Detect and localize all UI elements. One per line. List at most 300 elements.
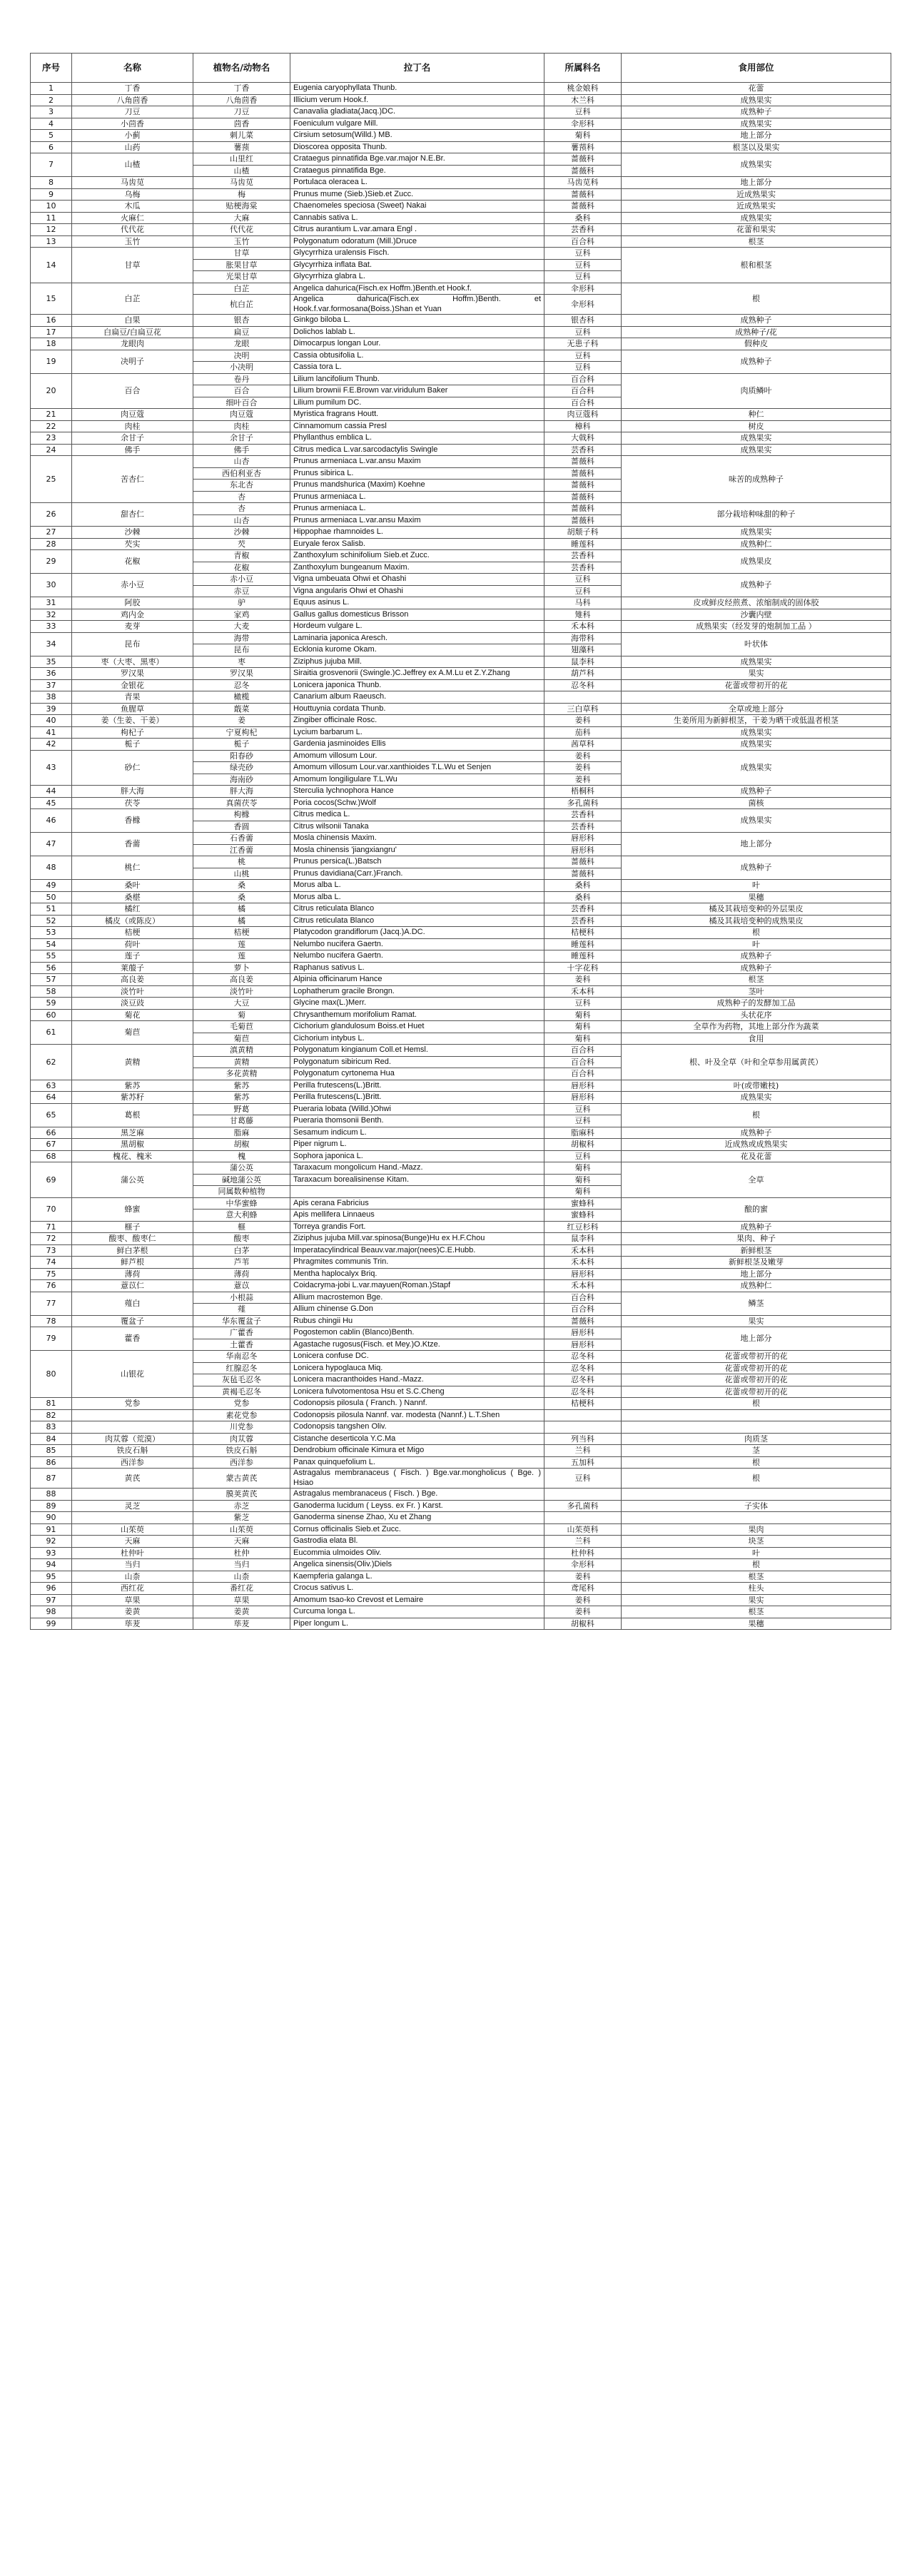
- cell-edible-part: 地上部分: [622, 130, 891, 142]
- cell-index: 33: [31, 621, 72, 633]
- cell-species: 红腺忍冬: [193, 1362, 290, 1374]
- cell-species: 同属数种植物: [193, 1186, 290, 1198]
- cell-edible-part: 全草: [622, 1162, 891, 1198]
- cell-family: 山茱萸科: [544, 1523, 622, 1536]
- cell-latin: Myristica fragrans Houtt.: [290, 409, 544, 421]
- cell-latin: Euryale ferox Salisb.: [290, 538, 544, 550]
- cell-name: 覆盆子: [72, 1315, 193, 1327]
- table-row: [31, 315, 891, 327]
- cell-family: 豆科: [544, 350, 622, 362]
- cell-family: 百合科: [544, 385, 622, 397]
- cell-edible-part: 成熟果实: [622, 750, 891, 786]
- cell-latin: Ziziphus jujuba Mill.var.spinosa(Bunge)Hu ex H.F.Chou: [290, 1233, 544, 1245]
- cell-latin: Equus asinus L.: [290, 597, 544, 609]
- cell-latin: Citrus medica L.: [290, 809, 544, 821]
- cell-species: 刺儿菜: [193, 130, 290, 142]
- cell-family: 忍冬科: [544, 1374, 622, 1386]
- cell-latin: Illicium verum Hook.f.: [290, 94, 544, 106]
- cell-species: 橄榄: [193, 691, 290, 704]
- cell-species: 花椒: [193, 562, 290, 574]
- cell-name: 葛根: [72, 1103, 193, 1127]
- cell-family: 睡莲科: [544, 538, 622, 550]
- cell-index: 83: [31, 1421, 72, 1434]
- cell-species: 桑: [193, 891, 290, 903]
- cell-family: 姜科: [544, 1571, 622, 1583]
- cell-name: 党参: [72, 1398, 193, 1410]
- cell-latin: Citrus medica L.var.sarcodactylis Swingle: [290, 444, 544, 456]
- cell-family: 豆科: [544, 1469, 622, 1489]
- cell-index: 28: [31, 538, 72, 550]
- cell-edible-part: 根: [622, 1398, 891, 1410]
- cell-family: 五加科: [544, 1456, 622, 1469]
- cell-latin: Glycyrrhiza glabra L.: [290, 271, 544, 283]
- cell-latin: Cassia obtusifolia L.: [290, 350, 544, 362]
- cell-edible-part: 全草或地上部分: [622, 703, 891, 715]
- cell-family: 百合科: [544, 1068, 622, 1080]
- cell-species: 胀果甘草: [193, 259, 290, 271]
- cell-name: 黄精: [72, 1045, 193, 1080]
- cell-species: 脂麻: [193, 1127, 290, 1139]
- table-row: [31, 1421, 891, 1434]
- cell-family: 茄科: [544, 726, 622, 739]
- cell-family: 桑科: [544, 880, 622, 892]
- cell-index: 8: [31, 177, 72, 189]
- cell-latin: Lonicera hypoglauca Miq.: [290, 1362, 544, 1374]
- cell-latin: Pueraria thomsonii Benth.: [290, 1115, 544, 1127]
- cell-family: 桔梗科: [544, 1398, 622, 1410]
- cell-species: 菊: [193, 1009, 290, 1021]
- cell-species: 蕺菜: [193, 703, 290, 715]
- cell-name: 姜黄: [72, 1606, 193, 1618]
- table-row: [31, 1092, 891, 1104]
- cell-index: 61: [31, 1021, 72, 1045]
- cell-edible-part: 根茎: [622, 1606, 891, 1618]
- cell-species: 龙眼: [193, 338, 290, 350]
- cell-family: 三白草科: [544, 703, 622, 715]
- cell-species: 姜: [193, 715, 290, 727]
- cell-index: 26: [31, 503, 72, 527]
- table-body: [31, 83, 891, 1630]
- cell-family: 豆科: [544, 574, 622, 586]
- cell-family: 蔷薇科: [544, 1315, 622, 1327]
- cell-index: 16: [31, 315, 72, 327]
- cell-family: 芸香科: [544, 562, 622, 574]
- cell-latin: Cirsium setosum(Willd.) MB.: [290, 130, 544, 142]
- cell-family: 禾本科: [544, 1280, 622, 1292]
- table-row: [31, 350, 891, 362]
- cell-species: 肉桂: [193, 420, 290, 432]
- cell-species: 桃: [193, 856, 290, 868]
- cell-family: 鸢尾科: [544, 1583, 622, 1595]
- cell-edible-part: 花蕾或带初开的花: [622, 1386, 891, 1398]
- cell-index: 45: [31, 797, 72, 809]
- cell-edible-part: 部分栽培种味甜的种子: [622, 503, 891, 527]
- cell-index: 89: [31, 1500, 72, 1512]
- cell-family: 肉豆蔻科: [544, 409, 622, 421]
- cell-latin: [290, 1186, 544, 1198]
- cell-name: 佛手: [72, 444, 193, 456]
- cell-index: 7: [31, 153, 72, 177]
- cell-name: 藿香: [72, 1327, 193, 1351]
- cell-family: 百合科: [544, 1045, 622, 1057]
- cell-family: 唇形科: [544, 1080, 622, 1092]
- cell-index: 43: [31, 750, 72, 786]
- table-row: [31, 998, 891, 1010]
- cell-species: 山柰: [193, 1571, 290, 1583]
- header-edible-part: 食用部位: [622, 54, 891, 83]
- header-family: 所属科名: [544, 54, 622, 83]
- cell-latin: Gallus gallus domesticus Brisson: [290, 609, 544, 621]
- cell-family: 蔷薇科: [544, 491, 622, 503]
- cell-edible-part: 成熟种子的发酵加工品: [622, 998, 891, 1010]
- cell-name: 百合: [72, 373, 193, 409]
- cell-index: 67: [31, 1139, 72, 1151]
- cell-species: 小决明: [193, 362, 290, 374]
- cell-index: 77: [31, 1292, 72, 1315]
- cell-family: 禾本科: [544, 985, 622, 998]
- table-row: [31, 248, 891, 260]
- cell-edible-part: 块茎: [622, 1536, 891, 1548]
- cell-family: 百合科: [544, 235, 622, 248]
- table-row: [31, 715, 891, 727]
- cell-species: 茴香: [193, 118, 290, 130]
- cell-latin: Mentha haplocalyx Briq.: [290, 1268, 544, 1280]
- table-row: [31, 927, 891, 939]
- cell-edible-part: 地上部分: [622, 833, 891, 856]
- cell-index: 42: [31, 739, 72, 751]
- cell-family: 姜科: [544, 762, 622, 774]
- cell-species: 萝卜: [193, 962, 290, 974]
- cell-family: 菊科: [544, 1174, 622, 1186]
- cell-species: 枸橼: [193, 809, 290, 821]
- table-row: [31, 1409, 891, 1421]
- cell-name: 桑叶: [72, 880, 193, 892]
- cell-latin: Eucommia ulmoides Oliv.: [290, 1547, 544, 1559]
- cell-species: 扁豆: [193, 326, 290, 338]
- cell-family: 马科: [544, 597, 622, 609]
- cell-latin: Imperatacylindrical Beauv.var.major(nees)C.E.Hubb.: [290, 1244, 544, 1257]
- cell-edible-part: 根、叶及全草（叶和全草参用属黄芪）: [622, 1045, 891, 1080]
- cell-edible-part: 成熟果实: [622, 432, 891, 445]
- cell-family: 梧桐科: [544, 786, 622, 798]
- cell-edible-part: 沙囊内壁: [622, 609, 891, 621]
- table-row: [31, 130, 891, 142]
- cell-name: 肉苁蓉（荒漠）: [72, 1433, 193, 1445]
- cell-name: 桑椹: [72, 891, 193, 903]
- cell-edible-part: 根: [622, 1456, 891, 1469]
- cell-species: 卷丹: [193, 373, 290, 385]
- table-header-row: [31, 54, 891, 83]
- cell-family: 百合科: [544, 373, 622, 385]
- cell-species: 决明: [193, 350, 290, 362]
- cell-edible-part: 新鲜根茎: [622, 1244, 891, 1257]
- cell-latin: Crataegus pinnatifida Bge.: [290, 165, 544, 177]
- table-row: [31, 1594, 891, 1606]
- cell-name: 肉桂: [72, 420, 193, 432]
- cell-latin: Kaempferia galanga L.: [290, 1571, 544, 1583]
- cell-species: 榧: [193, 1221, 290, 1233]
- cell-species: 黄褐毛忍冬: [193, 1386, 290, 1398]
- table-row: [31, 283, 891, 295]
- cell-name: 香橼: [72, 809, 193, 833]
- cell-index: 17: [31, 326, 72, 338]
- cell-family: 列当科: [544, 1433, 622, 1445]
- cell-name: 铁皮石斛: [72, 1445, 193, 1457]
- cell-family: 伞形科: [544, 283, 622, 295]
- cell-index: 31: [31, 597, 72, 609]
- cell-name: 山楂: [72, 153, 193, 177]
- cell-family: 兰科: [544, 1445, 622, 1457]
- cell-latin: Lycium barbarum L.: [290, 726, 544, 739]
- cell-name: 麦芽: [72, 621, 193, 633]
- cell-species: 槐: [193, 1150, 290, 1162]
- cell-index: 36: [31, 668, 72, 680]
- cell-latin: Foeniculum vulgare Mill.: [290, 118, 544, 130]
- cell-species: 薄荷: [193, 1268, 290, 1280]
- cell-index: 86: [31, 1456, 72, 1469]
- table-row: [31, 94, 891, 106]
- cell-family: 十字花科: [544, 962, 622, 974]
- cell-species: 中华蜜蜂: [193, 1197, 290, 1210]
- cell-species: 紫芝: [193, 1512, 290, 1524]
- table-row: [31, 974, 891, 986]
- cell-family: [544, 1421, 622, 1434]
- cell-species: 赤豆: [193, 585, 290, 597]
- cell-index: 27: [31, 527, 72, 539]
- cell-species: 橘: [193, 903, 290, 916]
- cell-species: 胡椒: [193, 1139, 290, 1151]
- cell-family: 伞形科: [544, 295, 622, 315]
- cell-name: 杜仲叶: [72, 1547, 193, 1559]
- cell-family: 菊科: [544, 130, 622, 142]
- cell-name: 阿胶: [72, 597, 193, 609]
- cell-family: 菊科: [544, 1009, 622, 1021]
- cell-name: 薤白: [72, 1292, 193, 1315]
- cell-latin: Sophora japonica L.: [290, 1150, 544, 1162]
- cell-species: 代代花: [193, 224, 290, 236]
- table-row: [31, 597, 891, 609]
- cell-edible-part: 酿的蜜: [622, 1197, 891, 1221]
- cell-species: 丁香: [193, 83, 290, 95]
- cell-latin: Canarium album Raeusch.: [290, 691, 544, 704]
- cell-species: 华南忍冬: [193, 1351, 290, 1363]
- cell-latin: Platycodon grandiflorum (Jacq.)A.DC.: [290, 927, 544, 939]
- cell-latin: Morus alba L.: [290, 891, 544, 903]
- cell-index: 79: [31, 1327, 72, 1351]
- cell-latin: Citrus reticulata Blanco: [290, 915, 544, 927]
- cell-family: 姜科: [544, 715, 622, 727]
- cell-index: 57: [31, 974, 72, 986]
- cell-latin: Cichorium glandulosum Boiss.et Huet: [290, 1021, 544, 1033]
- cell-edible-part: 茎: [622, 1445, 891, 1457]
- cell-latin: Zanthoxylum schinifolium Sieb.et Zucc.: [290, 550, 544, 562]
- cell-latin: Apis mellifera Linnaeus: [290, 1210, 544, 1222]
- cell-index: 84: [31, 1433, 72, 1445]
- cell-family: 茜草科: [544, 739, 622, 751]
- cell-family: 禾本科: [544, 1257, 622, 1269]
- cell-index: 71: [31, 1221, 72, 1233]
- cell-family: 桑科: [544, 891, 622, 903]
- cell-family: 唇形科: [544, 833, 622, 845]
- cell-family: 樟科: [544, 420, 622, 432]
- cell-latin: Lilium pumilum DC.: [290, 397, 544, 409]
- cell-edible-part: 子实体: [622, 1500, 891, 1512]
- cell-species: 阳春砂: [193, 750, 290, 762]
- cell-family: 睡莲科: [544, 950, 622, 963]
- cell-index: 48: [31, 856, 72, 880]
- cell-name: 山药: [72, 141, 193, 153]
- cell-name: 赤小豆: [72, 574, 193, 597]
- cell-species: 薏苡: [193, 1280, 290, 1292]
- table-row: [31, 201, 891, 213]
- cell-family: 菊科: [544, 1033, 622, 1045]
- table-row: [31, 373, 891, 385]
- cell-name: 山银花: [72, 1351, 193, 1398]
- cell-edible-part: 近成熟或成熟果实: [622, 1139, 891, 1151]
- cell-edible-part: 成熟果实（经发芽的炮制加工品 ）: [622, 621, 891, 633]
- cell-latin: Codonopsis tangshen Oliv.: [290, 1421, 544, 1434]
- cell-name: 薄荷: [72, 1268, 193, 1280]
- table-row: [31, 1456, 891, 1469]
- cell-species: 甘草: [193, 248, 290, 260]
- table-row: [31, 106, 891, 118]
- cell-species: 沙棘: [193, 527, 290, 539]
- table-row: [31, 224, 891, 236]
- cell-species: 肉豆蔻: [193, 409, 290, 421]
- cell-family: 姜科: [544, 774, 622, 786]
- cell-species: 姜黄: [193, 1606, 290, 1618]
- cell-name: 桃仁: [72, 856, 193, 880]
- cell-index: 2: [31, 94, 72, 106]
- cell-species: 党参: [193, 1398, 290, 1410]
- cell-edible-part: 成熟种子: [622, 962, 891, 974]
- cell-latin: Eugenia caryophyllata Thunb.: [290, 83, 544, 95]
- cell-index: 56: [31, 962, 72, 974]
- cell-species: 山楂: [193, 165, 290, 177]
- cell-family: 芸香科: [544, 915, 622, 927]
- cell-family: 桑科: [544, 212, 622, 224]
- table-row: [31, 891, 891, 903]
- cell-name: 乌梅: [72, 188, 193, 201]
- cell-family: 豆科: [544, 106, 622, 118]
- cell-family: 忍冬科: [544, 1362, 622, 1374]
- cell-family: 蔷薇科: [544, 188, 622, 201]
- table-row: [31, 797, 891, 809]
- cell-index: 15: [31, 283, 72, 315]
- cell-family: 多孔菌科: [544, 797, 622, 809]
- cell-family: 芸香科: [544, 550, 622, 562]
- cell-species: 江香薷: [193, 844, 290, 856]
- cell-latin: Rubus chingii Hu: [290, 1315, 544, 1327]
- cell-edible-part: 花蕾或带初开的花: [622, 1362, 891, 1374]
- cell-edible-part: 根: [622, 927, 891, 939]
- cell-family: 红豆杉科: [544, 1221, 622, 1233]
- cell-index: 91: [31, 1523, 72, 1536]
- table-row: [31, 962, 891, 974]
- cell-index: 64: [31, 1092, 72, 1104]
- cell-family: 蔷薇科: [544, 153, 622, 166]
- cell-index: 70: [31, 1197, 72, 1221]
- cell-name: 香薷: [72, 833, 193, 856]
- cell-index: 97: [31, 1594, 72, 1606]
- cell-family: 菊科: [544, 1021, 622, 1033]
- cell-edible-part: 果实: [622, 1315, 891, 1327]
- cell-latin: Ganoderma lucidum ( Leyss. ex Fr. ) Karst.: [290, 1500, 544, 1512]
- cell-latin: Glycyrrhiza inflata Bat.: [290, 259, 544, 271]
- cell-index: 90: [31, 1512, 72, 1524]
- cell-edible-part: 根茎: [622, 1571, 891, 1583]
- cell-family: 唇形科: [544, 1339, 622, 1351]
- cell-name: 天麻: [72, 1536, 193, 1548]
- cell-index: 88: [31, 1489, 72, 1501]
- cell-name: 蒲公英: [72, 1162, 193, 1198]
- cell-index: 55: [31, 950, 72, 963]
- table-row: [31, 609, 891, 621]
- cell-family: 百合科: [544, 1056, 622, 1068]
- table-row: [31, 1512, 891, 1524]
- cell-edible-part: 成熟果实: [622, 444, 891, 456]
- cell-name: 山茱萸: [72, 1523, 193, 1536]
- cell-family: 豆科: [544, 585, 622, 597]
- table-row: [31, 691, 891, 704]
- cell-name: 高良姜: [72, 974, 193, 986]
- cell-edible-part: 假种皮: [622, 338, 891, 350]
- cell-latin: Phyllanthus emblica L.: [290, 432, 544, 445]
- cell-edible-part: 味苦的成熟种子: [622, 456, 891, 503]
- cell-name: 白芷: [72, 283, 193, 315]
- cell-latin: Prunus mandshurica (Maxim) Koehne: [290, 480, 544, 492]
- cell-latin: Astragalus membranaceus ( Fisch. ) Bge.var.mongholicus ( Bge. ) Hsiao: [290, 1469, 544, 1489]
- cell-index: 18: [31, 338, 72, 350]
- cell-index: 14: [31, 248, 72, 283]
- cell-latin: Codonopsis pilosula ( Franch. ) Nannf.: [290, 1398, 544, 1410]
- cell-edible-part: 根: [622, 1103, 891, 1127]
- cell-name: 沙棘: [72, 527, 193, 539]
- cell-species: 光果甘草: [193, 271, 290, 283]
- cell-name: 莱菔子: [72, 962, 193, 974]
- cell-name: 鲜白茅根: [72, 1244, 193, 1257]
- cell-latin: Dolichos lablab L.: [290, 326, 544, 338]
- cell-index: 60: [31, 1009, 72, 1021]
- cell-name: 小茴香: [72, 118, 193, 130]
- cell-edible-part: 根: [622, 283, 891, 315]
- cell-index: 20: [31, 373, 72, 409]
- cell-species: 细叶百合: [193, 397, 290, 409]
- cell-index: 47: [31, 833, 72, 856]
- cell-edible-part: 果穗: [622, 1618, 891, 1630]
- cell-family: 菊科: [544, 1162, 622, 1175]
- cell-latin: Polygonatum kingianum Coll.et Hemsl.: [290, 1045, 544, 1057]
- cell-latin: Glycine max(L.)Merr.: [290, 998, 544, 1010]
- cell-species: 紫苏: [193, 1080, 290, 1092]
- cell-latin: Nelumbo nucifera Gaertn.: [290, 938, 544, 950]
- cell-index: 24: [31, 444, 72, 456]
- cell-index: 99: [31, 1618, 72, 1630]
- cell-species: 天麻: [193, 1536, 290, 1548]
- cell-family: 胡颓子科: [544, 527, 622, 539]
- cell-latin: Cannabis sativa L.: [290, 212, 544, 224]
- cell-edible-part: 种仁: [622, 409, 891, 421]
- cell-latin: Amomum longiligulare T.L.Wu: [290, 774, 544, 786]
- table-row: [31, 668, 891, 680]
- cell-latin: Morus alba L.: [290, 880, 544, 892]
- cell-name: 代代花: [72, 224, 193, 236]
- table-row: [31, 938, 891, 950]
- cell-family: 蔷薇科: [544, 868, 622, 880]
- cell-family: 多孔菌科: [544, 1500, 622, 1512]
- cell-latin: Ziziphus jujuba Mill.: [290, 656, 544, 668]
- cell-name: 鸡内金: [72, 609, 193, 621]
